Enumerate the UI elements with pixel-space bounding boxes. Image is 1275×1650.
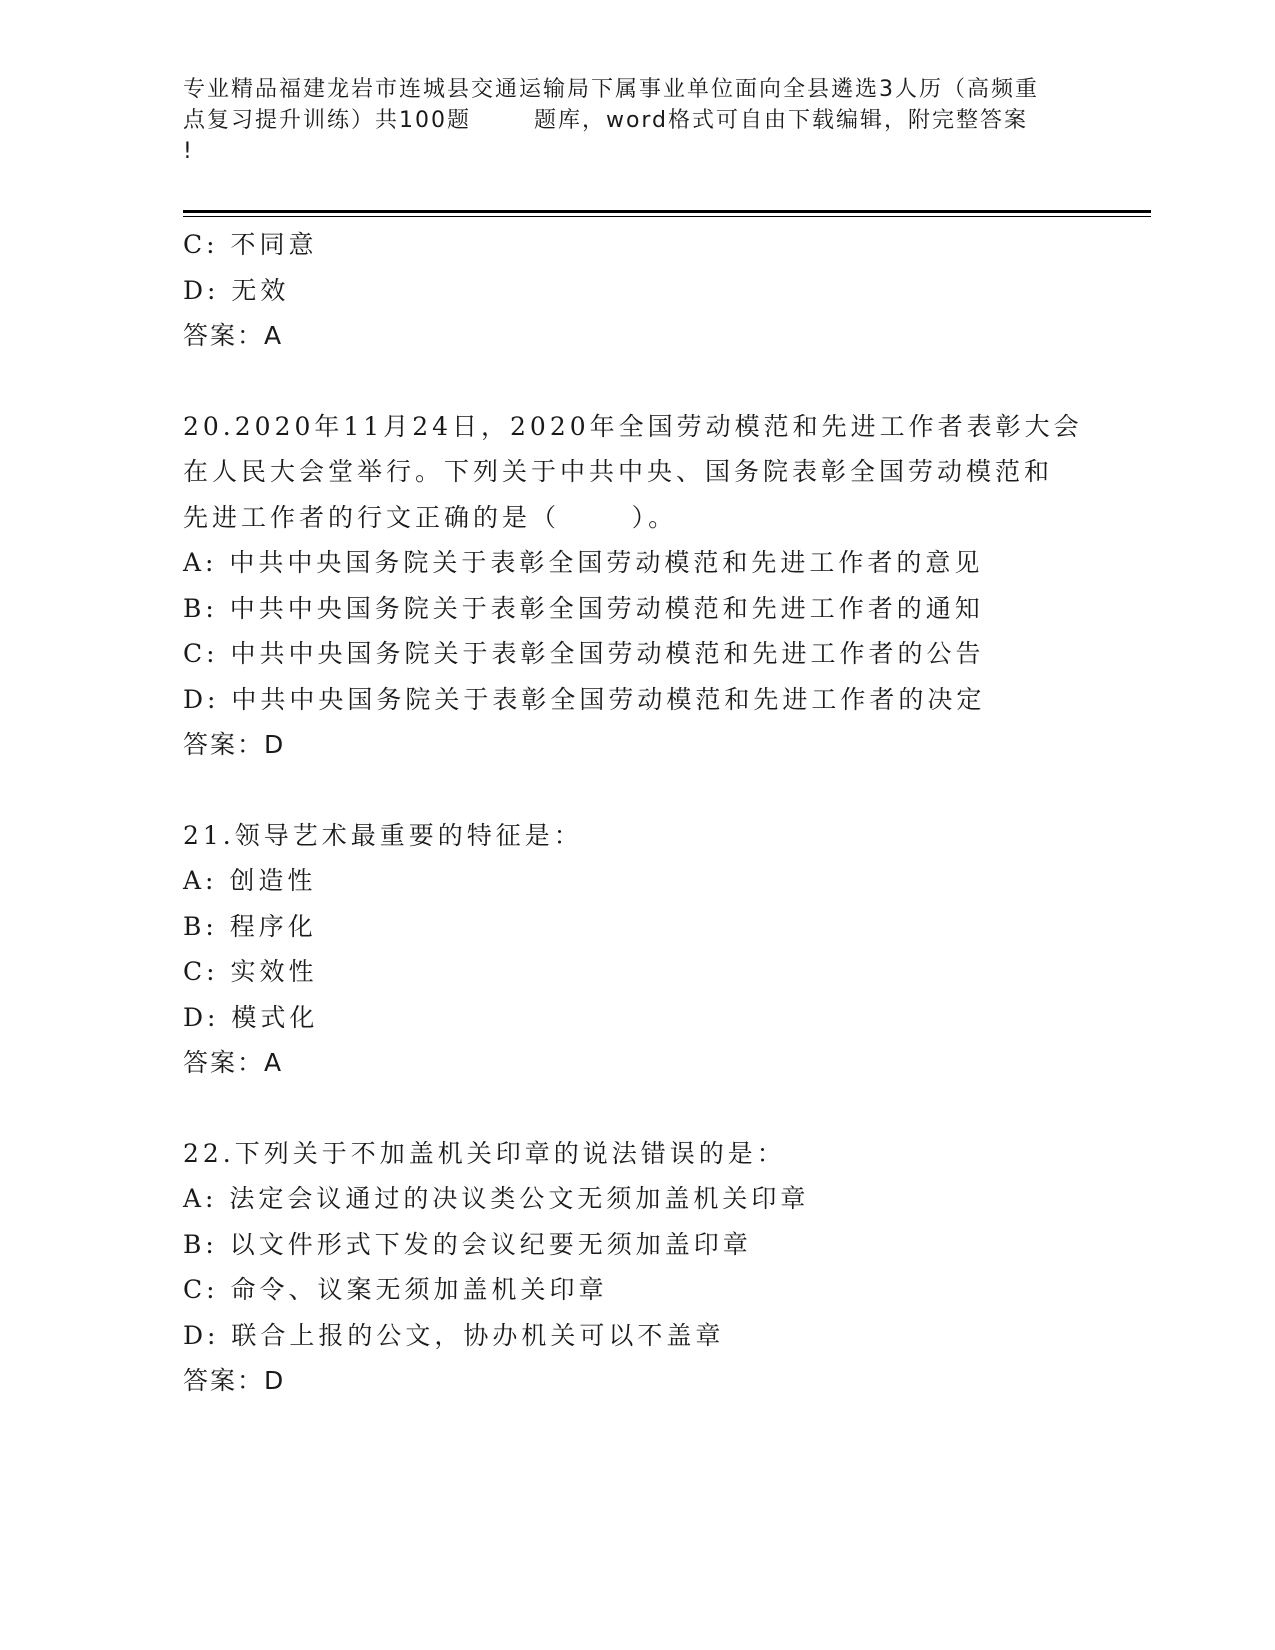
option-b: B: 中共中央国务院关于表彰全国劳动模范和先进工作者的通知 — [183, 593, 984, 623]
option-d: D: 模式化 — [183, 1002, 319, 1032]
header-line: ! — [183, 139, 194, 164]
question-stem: 先进工作者的行文正确的是（ ）。 — [183, 502, 678, 532]
header-divider-thick — [183, 210, 1151, 213]
question-stem: 在人民大会堂举行。下列关于中共中央、国务院表彰全国劳动模范和 — [183, 457, 1054, 486]
answer: 答案：A — [183, 321, 284, 350]
option-d: D: 联合上报的公文，协办机关可以不盖章 — [183, 1320, 725, 1350]
question-21 — [183, 813, 1143, 1086]
header-line: 点复习提升训练）共100题 题库，word格式可自由下载编辑，附完整答案 — [183, 108, 1029, 133]
question-stem: 21.领导艺术最重要的特征是： — [183, 820, 583, 850]
answer: 答案：D — [183, 1366, 286, 1395]
option-c: C: 不同意 — [183, 230, 318, 259]
answer: 答案：A — [183, 1048, 284, 1077]
header-divider-thin — [183, 216, 1151, 217]
option-a: A: 中共中央国务院关于表彰全国劳动模范和先进工作者的意见 — [183, 548, 984, 577]
option-b: B: 以文件形式下发的会议纪要无须加盖印章 — [183, 1229, 752, 1259]
header-line: 专业精品福建龙岩市连城县交通运输局下属事业单位面向全县遴选3人历（高频重 — [183, 77, 1039, 102]
question-22 — [183, 1131, 1143, 1404]
question-20 — [183, 404, 1143, 768]
option-b: B: 程序化 — [183, 911, 317, 941]
answer: 答案：D — [183, 730, 286, 759]
option-a: A: 创造性 — [183, 866, 317, 895]
option-d: D: 中共中央国务院关于表彰全国劳动模范和先进工作者的决定 — [183, 684, 986, 714]
option-c: C: 命令、议案无须加盖机关印章 — [183, 1275, 608, 1304]
document-header — [183, 74, 1083, 167]
option-c: C: 中共中央国务院关于表彰全国劳动模范和先进工作者的公告 — [183, 639, 985, 668]
question-stem: 20.2020年11月24日，2020年全国劳动模范和先进工作者表彰大会 — [183, 411, 1083, 441]
option-a: A: 法定会议通过的决议类公文无须加盖机关印章 — [183, 1184, 810, 1213]
option-c: C: 实效性 — [183, 957, 318, 986]
option-d: D: 无效 — [183, 275, 290, 305]
question-list — [183, 222, 1143, 1404]
question-stem: 22.下列关于不加盖机关印章的说法错误的是： — [183, 1138, 786, 1168]
question-block-continued — [183, 222, 1143, 359]
